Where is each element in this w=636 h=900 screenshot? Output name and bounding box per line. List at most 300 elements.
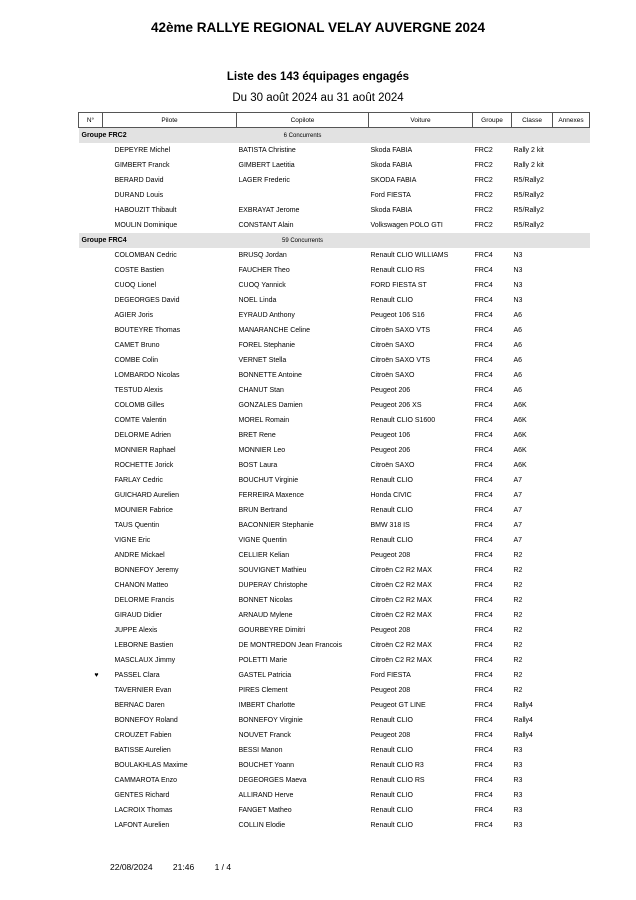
voiture-cell: Renault CLIO: [370, 507, 413, 514]
groupe-cell: FRC4: [474, 762, 493, 769]
annexes-cell: [553, 173, 590, 188]
table-row: [79, 773, 590, 788]
classe-cell: A6: [513, 342, 523, 349]
entry-number-cell: [79, 278, 103, 293]
pilote-cell: JUPPE Alexis: [114, 627, 158, 634]
voiture-cell: Renault CLIO: [370, 822, 413, 829]
copilote-cell: BACONNIER Stephanie: [238, 522, 314, 529]
voiture-cell: Renault CLIO: [370, 537, 413, 544]
voiture-cell: Citroën SAXO VTS: [370, 327, 431, 334]
table-row: [79, 353, 590, 368]
pilote-cell: FARLAY Cedric: [114, 477, 163, 484]
annexes-cell: [553, 263, 590, 278]
table-row: [79, 683, 590, 698]
table-row: [79, 818, 590, 833]
voiture-cell: Honda CIVIC: [370, 492, 412, 499]
annexes-cell: [553, 353, 590, 368]
pilote-cell: COLOMBAN Cedric: [114, 252, 177, 259]
table-row: [79, 473, 590, 488]
copilote-cell: BRUN Bertrand: [238, 507, 288, 514]
groupe-cell: FRC4: [474, 267, 493, 274]
groupe-cell: FRC4: [474, 327, 493, 334]
entry-number-cell: [79, 413, 103, 428]
groupe-cell: FRC4: [474, 312, 493, 319]
voiture-cell: Ford FIESTA: [370, 672, 411, 679]
copilote-cell: CHANUT Stan: [238, 387, 284, 394]
classe-cell: A7: [513, 522, 523, 529]
groupe-cell: FRC4: [474, 777, 493, 784]
pilote-cell: DURAND Louis: [114, 192, 164, 199]
footer-page-number: 1 / 4: [214, 862, 232, 872]
copilote-cell: BRET Rene: [238, 432, 276, 439]
entry-number-cell: [79, 263, 103, 278]
pilote-cell: COMBE Colin: [114, 357, 159, 364]
voiture-cell: Peugeot 208: [370, 732, 411, 739]
pilote-cell: MOULIN Dominique: [114, 222, 178, 229]
groupe-cell: FRC4: [474, 822, 493, 829]
entries-subtitle: Liste des 143 équipages engagés: [226, 71, 410, 83]
footer-date: 22/08/2024: [110, 862, 153, 872]
annexes-cell: [553, 428, 590, 443]
annexes-cell: [553, 218, 590, 233]
entry-number-cell: [79, 713, 103, 728]
groupe-cell: FRC4: [474, 447, 493, 454]
classe-cell: R5/Rally2: [513, 207, 544, 214]
entry-number-cell: [79, 608, 103, 623]
classe-cell: R2: [513, 597, 523, 604]
table-row: [79, 803, 590, 818]
voiture-cell: Peugeot 206: [370, 447, 411, 454]
entry-number-cell: [79, 683, 103, 698]
annexes-cell: [553, 548, 590, 563]
pilote-cell: LACROIX Thomas: [114, 807, 173, 814]
group-name: Groupe FRC2: [79, 128, 237, 144]
voiture-cell: Citroën C2 R2 MAX: [370, 657, 432, 664]
group-header-row: [79, 233, 590, 248]
groupe-cell: FRC4: [474, 342, 493, 349]
pilote-cell: LOMBARDO Nicolas: [114, 372, 180, 379]
entry-number-cell: [79, 488, 103, 503]
annexes-cell: [553, 743, 590, 758]
pilote-cell: BATISSE Aurelien: [114, 747, 171, 754]
pilote-cell: ROCHETTE Jorick: [114, 462, 174, 469]
groupe-cell: FRC4: [474, 552, 493, 559]
voiture-cell: Citroën SAXO: [370, 342, 415, 349]
table-row: [79, 248, 590, 263]
column-header-voiture: Voiture: [369, 113, 473, 128]
groupe-cell: FRC4: [474, 612, 493, 619]
annexes-cell: [553, 458, 590, 473]
entry-number-cell: [79, 623, 103, 638]
groupe-cell: FRC4: [474, 792, 493, 799]
voiture-cell: Renault CLIO RS: [370, 777, 425, 784]
groupe-cell: FRC4: [474, 402, 493, 409]
voiture-cell: Renault CLIO: [370, 717, 413, 724]
classe-cell: R2: [513, 687, 523, 694]
entry-number-cell: [79, 143, 103, 158]
classe-cell: R2: [513, 612, 523, 619]
page-footer: [110, 862, 249, 872]
groupe-cell: FRC4: [474, 687, 493, 694]
table-row: [79, 698, 590, 713]
copilote-cell: GASTEL Patricia: [238, 672, 292, 679]
classe-cell: Rally 2 kit: [513, 147, 544, 154]
copilote-cell: CUOQ Yannick: [238, 282, 286, 289]
annexes-cell: [553, 668, 590, 683]
table-row: [79, 308, 590, 323]
table-row: [79, 338, 590, 353]
group-header-row: [79, 128, 590, 144]
copilote-cell: MOREL Romain: [238, 417, 290, 424]
copilote-cell: MONNIER Leo: [238, 447, 286, 454]
column-header-pilote: Pilote: [103, 113, 237, 128]
groupe-cell: FRC4: [474, 462, 493, 469]
voiture-cell: Peugeot 106: [370, 432, 411, 439]
copilote-cell: MANARANCHE Celine: [238, 327, 311, 334]
annexes-cell: [553, 683, 590, 698]
group-count: 6 Concurrents: [237, 128, 369, 144]
annexes-cell: [553, 518, 590, 533]
column-header-annexes: Annexes: [553, 113, 590, 128]
groupe-cell: FRC4: [474, 507, 493, 514]
entry-number-cell: [79, 503, 103, 518]
copilote-cell: ARNAUD Mylene: [238, 612, 293, 619]
event-dates: Du 30 août 2024 au 31 août 2024: [232, 92, 404, 104]
copilote-cell: BESSI Manon: [238, 747, 283, 754]
table-row: [79, 368, 590, 383]
entry-number-cell: [79, 818, 103, 833]
table-row: [79, 743, 590, 758]
annexes-cell: [553, 773, 590, 788]
table-row: [79, 203, 590, 218]
classe-cell: A6K: [513, 462, 527, 469]
table-row: [79, 143, 590, 158]
groupe-cell: FRC4: [474, 492, 493, 499]
annexes-cell: [553, 758, 590, 773]
entry-number-cell: [79, 563, 103, 578]
pilote-cell: VIGNE Eric: [114, 537, 151, 544]
group-row-filler: [369, 128, 590, 144]
annexes-cell: [553, 338, 590, 353]
pilote-cell: AGIER Joris: [114, 312, 154, 319]
groupe-cell: FRC4: [474, 282, 493, 289]
table-row: [79, 578, 590, 593]
voiture-cell: Citroën C2 R2 MAX: [370, 582, 432, 589]
group-count: 59 Concurrents: [237, 233, 369, 248]
entry-number-cell: [79, 728, 103, 743]
annexes-cell: [553, 638, 590, 653]
table-row: [79, 758, 590, 773]
copilote-cell: ALLIRAND Herve: [238, 792, 294, 799]
entry-number-cell: [79, 773, 103, 788]
classe-cell: Rally4: [513, 717, 533, 724]
pilote-cell: CAMET Bruno: [114, 342, 160, 349]
entry-number-cell: [79, 788, 103, 803]
table-row: [79, 398, 590, 413]
classe-cell: A6: [513, 357, 523, 364]
groupe-cell: FRC2: [474, 192, 493, 199]
classe-cell: A6K: [513, 447, 527, 454]
pilote-cell: DEPEYRE Michel: [114, 147, 171, 154]
entry-number-cell: [79, 158, 103, 173]
pilote-cell: DELORME Francis: [114, 597, 175, 604]
voiture-cell: Peugeot 206 XS: [370, 402, 422, 409]
entry-number-cell: [79, 368, 103, 383]
table-row: [79, 593, 590, 608]
classe-cell: R3: [513, 777, 523, 784]
annexes-cell: [553, 818, 590, 833]
groupe-cell: FRC4: [474, 357, 493, 364]
classe-cell: A6K: [513, 432, 527, 439]
annexes-cell: [553, 158, 590, 173]
table-row: [79, 158, 590, 173]
annexes-cell: [553, 713, 590, 728]
copilote-cell: FOREL Stephanie: [238, 342, 296, 349]
classe-cell: N3: [513, 282, 523, 289]
classe-cell: R2: [513, 582, 523, 589]
voiture-cell: Citroën C2 R2 MAX: [370, 567, 432, 574]
table-row: [79, 458, 590, 473]
classe-cell: R3: [513, 822, 523, 829]
entry-number-cell: [79, 593, 103, 608]
classe-cell: A6: [513, 312, 523, 319]
voiture-cell: Peugeot 106 S16: [370, 312, 425, 319]
annexes-cell: [553, 563, 590, 578]
copilote-cell: FANGET Matheo: [238, 807, 292, 814]
entry-number-cell: [79, 803, 103, 818]
classe-cell: R3: [513, 762, 523, 769]
entry-number-cell: [79, 323, 103, 338]
table-row: [79, 173, 590, 188]
voiture-cell: SKODA FABIA: [370, 177, 417, 184]
table-row: [79, 623, 590, 638]
classe-cell: R2: [513, 627, 523, 634]
annexes-cell: [553, 623, 590, 638]
classe-cell: N3: [513, 252, 523, 259]
pilote-cell: LAFONT Aurelien: [114, 822, 170, 829]
groupe-cell: FRC4: [474, 477, 493, 484]
groupe-cell: FRC4: [474, 807, 493, 814]
table-row: [79, 788, 590, 803]
entry-number-cell: [79, 578, 103, 593]
table-row: [79, 443, 590, 458]
classe-cell: R2: [513, 567, 523, 574]
pilote-cell: BERARD David: [114, 177, 164, 184]
pilote-cell: BONNEFOY Roland: [114, 717, 178, 724]
copilote-cell: BATISTA Christine: [238, 147, 296, 154]
pilote-cell: DELORME Adrien: [114, 432, 171, 439]
groupe-cell: FRC4: [474, 387, 493, 394]
copilote-cell: VIGNE Quentin: [238, 537, 287, 544]
pilote-cell: GENTES Richard: [114, 792, 170, 799]
table-body: [79, 128, 590, 834]
classe-cell: Rally4: [513, 702, 533, 709]
annexes-cell: [553, 788, 590, 803]
entry-number-cell: [79, 203, 103, 218]
voiture-cell: FORD FIESTA ST: [370, 282, 427, 289]
groupe-cell: FRC4: [474, 732, 493, 739]
copilote-cell: SOUVIGNET Mathieu: [238, 567, 307, 574]
entry-number-cell: [79, 758, 103, 773]
entry-number-cell: [79, 173, 103, 188]
annexes-cell: [553, 803, 590, 818]
classe-cell: R5/Rally2: [513, 192, 544, 199]
table-row: [79, 488, 590, 503]
entry-number-cell: [79, 638, 103, 653]
groupe-cell: FRC4: [474, 657, 493, 664]
classe-cell: R2: [513, 657, 523, 664]
column-header-num: N°: [79, 113, 103, 128]
entry-number-cell: [79, 653, 103, 668]
pilote-cell: ANDRE Mickael: [114, 552, 165, 559]
voiture-cell: Renault CLIO: [370, 807, 413, 814]
groupe-cell: FRC4: [474, 642, 493, 649]
table-row: [79, 188, 590, 203]
copilote-cell: BONNET Nicolas: [238, 597, 293, 604]
voiture-cell: Renault CLIO: [370, 747, 413, 754]
groupe-cell: FRC4: [474, 627, 493, 634]
classe-cell: A6: [513, 372, 523, 379]
classe-cell: Rally4: [513, 732, 533, 739]
classe-cell: A6: [513, 327, 523, 334]
pilote-cell: MONNIER Raphael: [114, 447, 176, 454]
classe-cell: R2: [513, 552, 523, 559]
classe-cell: A6K: [513, 417, 527, 424]
groupe-cell: FRC2: [474, 222, 493, 229]
entry-number-cell: [79, 533, 103, 548]
table-row: [79, 563, 590, 578]
table-row: [79, 218, 590, 233]
voiture-cell: Peugeot 208: [370, 627, 411, 634]
voiture-cell: Ford FIESTA: [370, 192, 411, 199]
pilote-cell: GIMBERT Franck: [114, 162, 170, 169]
entry-number-cell: [79, 308, 103, 323]
copilote-cell: POLETTI Marie: [238, 657, 288, 664]
annexes-cell: [553, 443, 590, 458]
classe-cell: R3: [513, 747, 523, 754]
table-row: [79, 413, 590, 428]
pilote-cell: CROUZET Fabien: [114, 732, 172, 739]
table-row: [79, 728, 590, 743]
annexes-cell: [553, 143, 590, 158]
classe-cell: N3: [513, 267, 523, 274]
annexes-cell: [553, 413, 590, 428]
annexes-cell: [553, 533, 590, 548]
classe-cell: R5/Rally2: [513, 222, 544, 229]
table-row: [79, 383, 590, 398]
table-row: [79, 548, 590, 563]
groupe-cell: FRC4: [474, 297, 493, 304]
entry-number-cell: [79, 698, 103, 713]
pilote-cell: BERNAC Daren: [114, 702, 165, 709]
classe-cell: A7: [513, 492, 523, 499]
pilote-cell: COMTE Valentin: [114, 417, 167, 424]
annexes-cell: [553, 203, 590, 218]
groupe-cell: FRC4: [474, 432, 493, 439]
pilote-cell: GIRAUD Didier: [114, 612, 162, 619]
copilote-cell: BRUSQ Jordan: [238, 252, 287, 259]
table-row: [79, 668, 590, 683]
voiture-cell: Skoda FABIA: [370, 207, 413, 214]
voiture-cell: Citroën SAXO VTS: [370, 357, 431, 364]
classe-cell: R5/Rally2: [513, 177, 544, 184]
table-row: [79, 608, 590, 623]
entry-number-cell: [79, 353, 103, 368]
annexes-cell: [553, 503, 590, 518]
column-header-classe: Classe: [512, 113, 553, 128]
entry-number-cell: [79, 443, 103, 458]
voiture-cell: Peugeot 208: [370, 552, 411, 559]
voiture-cell: Volkswagen POLO GTI: [370, 222, 443, 229]
pilote-cell: CHANON Matteo: [114, 582, 169, 589]
entry-number-cell: [79, 188, 103, 203]
entry-number-cell: [79, 398, 103, 413]
annexes-cell: [553, 398, 590, 413]
pilote-cell: BONNEFOY Jeremy: [114, 567, 179, 574]
pilote-cell: CAMMAROTA Enzo: [114, 777, 177, 784]
annexes-cell: [553, 278, 590, 293]
table-row: [79, 278, 590, 293]
groupe-cell: FRC4: [474, 597, 493, 604]
annexes-cell: [553, 188, 590, 203]
copilote-cell: [237, 188, 369, 203]
annexes-cell: [553, 578, 590, 593]
entry-number-cell: [79, 458, 103, 473]
classe-cell: A7: [513, 537, 523, 544]
pilote-cell: BOULAKHLAS Maxime: [114, 762, 188, 769]
voiture-cell: Renault CLIO S1600: [370, 417, 436, 424]
pilote-cell: LEBORNE Bastien: [114, 642, 174, 649]
copilote-cell: PIRES Clement: [238, 687, 288, 694]
entry-number-cell: [79, 293, 103, 308]
table-row: [79, 713, 590, 728]
classe-cell: R2: [513, 672, 523, 679]
annexes-cell: [553, 698, 590, 713]
voiture-cell: Renault CLIO: [370, 792, 413, 799]
voiture-cell: Citroën C2 R2 MAX: [370, 612, 432, 619]
copilote-cell: FAUCHER Theo: [238, 267, 290, 274]
group-name: Groupe FRC4: [79, 233, 237, 248]
copilote-cell: NOEL Linda: [238, 297, 277, 304]
voiture-cell: Peugeot GT LINE: [370, 702, 426, 709]
pilote-cell: BOUTEYRE Thomas: [114, 327, 181, 334]
copilote-cell: FERREIRA Maxence: [238, 492, 304, 499]
copilote-cell: EXBRAYAT Jerome: [238, 207, 300, 214]
pilote-cell: GUICHARD Aurelien: [114, 492, 180, 499]
voiture-cell: Citroën C2 R2 MAX: [370, 597, 432, 604]
annexes-cell: [553, 368, 590, 383]
entry-number-cell: [79, 743, 103, 758]
classe-cell: R3: [513, 807, 523, 814]
pilote-cell: HABOUZIT Thibault: [114, 207, 177, 214]
voiture-cell: Citroën SAXO: [370, 462, 415, 469]
groupe-cell: FRC4: [474, 567, 493, 574]
annexes-cell: [553, 653, 590, 668]
voiture-cell: Citroën C2 R2 MAX: [370, 642, 432, 649]
copilote-cell: BOUCHUT Virginie: [238, 477, 299, 484]
classe-cell: Rally 2 kit: [513, 162, 544, 169]
copilote-cell: DUPERAY Christophe: [238, 582, 308, 589]
entry-number-cell: [79, 548, 103, 563]
annexes-cell: [553, 608, 590, 623]
groupe-cell: FRC2: [474, 162, 493, 169]
voiture-cell: Skoda FABIA: [370, 147, 413, 154]
table-header-row: [79, 113, 590, 128]
footer-time: 21:46: [172, 862, 195, 872]
group-row-filler: [369, 233, 590, 248]
entry-number-cell: [79, 383, 103, 398]
table-row: [79, 638, 590, 653]
